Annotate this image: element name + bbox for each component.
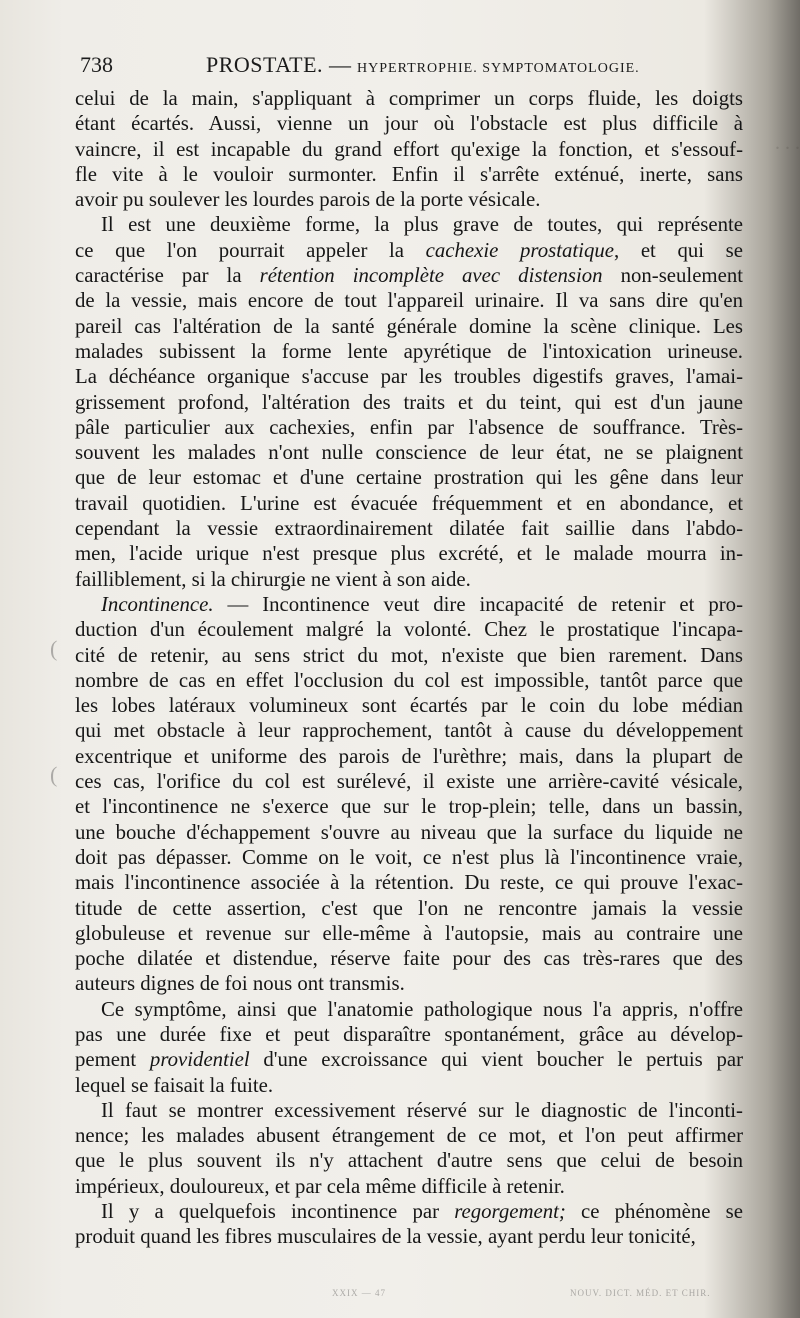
footer-signature: XXIX — 47 xyxy=(332,1288,386,1298)
paragraph xyxy=(75,1199,743,1250)
text-line: qui met obstacle à leur rapprochement, tantôt à cause du développement xyxy=(75,719,743,743)
text-line: pas une durée fixe et peut disparaître spontanément, grâce au dévelop- xyxy=(75,1022,743,1046)
footer-imprint: NOUV. DICT. MÉD. ET CHIR. xyxy=(570,1288,711,1298)
text-line: ces cas, l'orifice du col est surélevé, il existe une arrière-cavité vésicale, xyxy=(75,770,743,794)
text-line: mais l'incontinence associée à la rétention. Du reste, ce qui prouve l'exac- xyxy=(75,871,743,895)
text-line: duction d'un écoulement malgré la volonté. Chez le prostatique l'incapa- xyxy=(75,618,743,642)
paragraph xyxy=(75,592,743,997)
text-line: souvent les malades n'ont nulle conscience de leur état, ne se plaignent xyxy=(75,441,743,465)
text-line: nence; les malades abusent étrangement de ce mot, et l'on peut affirmer xyxy=(75,1124,743,1148)
page-number: 738 xyxy=(80,52,113,77)
text-line: cependant la vessie extraordinairement dilatée fait saillie dans l'abdo- xyxy=(75,517,743,541)
margin-bracket-mark: ( xyxy=(50,762,58,787)
text-line: celui de la main, s'appliquant à comprimer un corps fluide, les doigts xyxy=(75,87,743,110)
text-line: étant écartés. Aussi, vienne un jour où l'obstacle est plus difficile à xyxy=(75,112,743,136)
text-line: auteurs dignes de foi nous ont transmis. xyxy=(75,972,405,996)
text-line: malades subissent la forme lente apyrétique de l'intoxication urineuse. xyxy=(75,339,743,363)
text-line: impérieux, douloureux, et par cela même difficile à retenir. xyxy=(75,1174,565,1198)
text-line: failliblement, si la chirurgie ne vient à son aide. xyxy=(75,567,471,591)
text-line: ce que l'on pourrait appeler la cachexie prostatique, et qui se xyxy=(75,238,743,262)
text-line: produit quand les fibres musculaires de la vessie, ayant perdu leur tonicité, xyxy=(75,1225,696,1249)
margin-bracket-mark: ( xyxy=(50,636,58,661)
text-line: nombre de cas en effet l'occlusion du col est impossible, tantôt parce que xyxy=(75,668,743,692)
text-line: Ce symptôme, ainsi que l'anatomie pathologique nous l'a appris, n'offre xyxy=(101,997,743,1021)
running-head-title: PROSTATE. xyxy=(206,52,324,77)
text-line: pement providentiel d'une excroissance qui vient boucher le pertuis par xyxy=(75,1048,743,1072)
text-line: une bouche d'échappement s'ouvre au niveau que la surface du liquide ne xyxy=(75,820,743,844)
running-header xyxy=(78,52,740,82)
text-line: grissement profond, l'altération des traits et du teint, qui est d'un jaune xyxy=(75,390,743,414)
text-line: Il y a quelquefois incontinence par regorgement; ce phénomène se xyxy=(101,1200,743,1224)
text-line: travail quotidien. L'urine est évacuée fréquemment et en abondance, et xyxy=(75,491,743,515)
text-line: La déchéance organique s'accuse par les troubles digestifs graves, l'amai- xyxy=(75,365,743,389)
text-line: titude de cette assertion, c'est que l'on ne rencontre jamais la vessie xyxy=(75,896,743,920)
running-head-dash: — xyxy=(329,52,352,77)
text-line: caractérise par la rétention incomplète avec distension non-seulement xyxy=(75,264,744,288)
text-line: fle vite à le vouloir surmonter. Enfin il s'arrête exténué, inerte, sans xyxy=(75,162,743,186)
paragraph xyxy=(75,1098,743,1199)
paragraph xyxy=(75,997,743,1098)
text-line: que le plus souvent ils n'y attachent d'autre sens que celui de besoin xyxy=(75,1149,743,1173)
text-line: Il est une deuxième forme, la plus grave de toutes, qui représente xyxy=(101,213,743,237)
text-line: poche dilatée et distendue, réserve faite pour des cas très-rares que des xyxy=(75,947,743,971)
text-line: Incontinence. — Incontinence veut dire incapacité de retenir et pro- xyxy=(101,592,743,616)
text-line: men, l'acide urique n'est presque plus excrété, et le malade mourra in- xyxy=(75,542,743,566)
paragraph xyxy=(75,212,743,591)
text-line: de la vessie, mais encore de tout l'appareil urinaire. Il va sans dire qu'en xyxy=(75,289,743,313)
text-line: avoir pu soulever les lourdes parois de la porte vésicale. xyxy=(75,188,541,212)
text-line: Il faut se montrer excessivement réservé sur le diagnostic de l'inconti- xyxy=(101,1098,743,1122)
paragraph xyxy=(75,86,743,212)
text-line: cité de retenir, au sens strict du mot, n'existe que bien rarement. Dans xyxy=(75,643,743,667)
text-line: et l'incontinence ne s'exerce que sur le trop-plein; telle, dans un bassin, xyxy=(75,795,743,819)
text-line: les lobes latéraux volumineux sont écartés par le coin du lobe médian xyxy=(75,694,743,718)
running-head-subtitle: HYPERTROPHIE. SYMPTOMATOLOGIE. xyxy=(357,61,640,76)
page-footer xyxy=(0,1288,800,1308)
text-line: pâle particulier aux cachexies, enfin par l'absence de souffrance. Très- xyxy=(75,415,743,439)
text-line: vaincre, il est incapable du grand effort qu'exige la fonction, et s'essouf- xyxy=(75,137,743,161)
body-text xyxy=(75,86,743,1250)
text-line: lequel se faisait la fuite. xyxy=(75,1073,274,1097)
text-line: que de leur estomac et d'une certaine prostration qui les gêne dans leur xyxy=(75,466,743,490)
text-line: doit pas dépasser. Comme on le voit, ce n'est plus là l'incontinence vraie, xyxy=(75,845,743,869)
running-head xyxy=(206,52,640,78)
show-through-text: . . . xyxy=(775,132,800,154)
text-line: pareil cas l'altération de la santé générale domine la scène clinique. Les xyxy=(75,314,743,338)
text-line: globuleuse et revenue sur elle-même à l'autopsie, mais au contraire une xyxy=(75,921,743,945)
text-line: excentrique et uniforme des parois de l'urèthre; mais, dans la plupart de xyxy=(75,744,743,768)
